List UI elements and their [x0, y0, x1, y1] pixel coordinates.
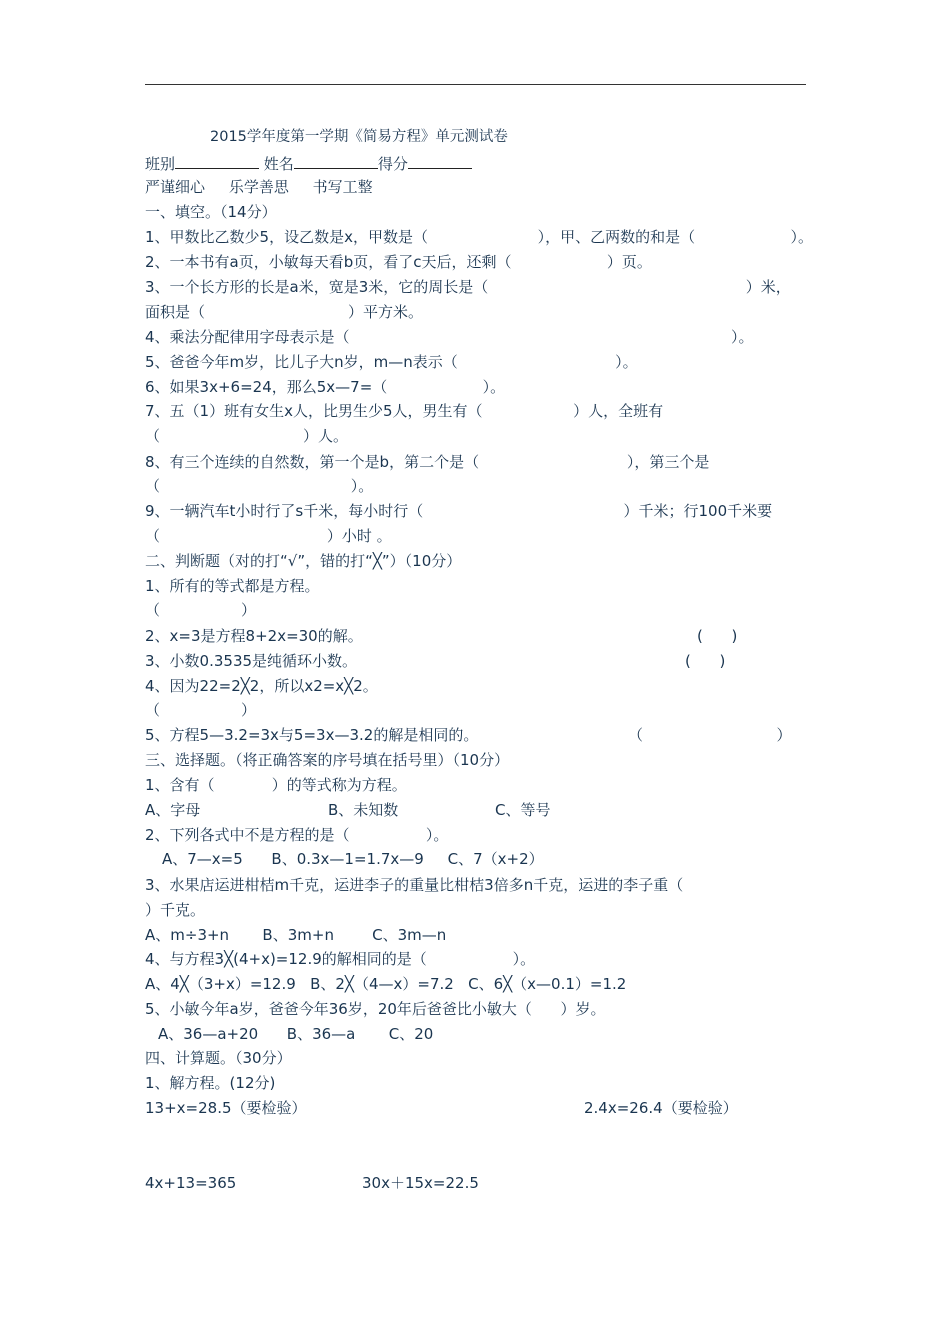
equation-2: 2.4x=26.4（要检验）	[584, 1099, 738, 1117]
s3-question-2: 2、下列各式中不是方程的是（ ）。	[145, 826, 449, 844]
name-blank[interactable]	[294, 152, 378, 169]
s1-question-7: 7、五（1）班有女生x人，比男生少5人，男生有（ ）人，全班有	[145, 402, 664, 420]
name-label: 姓名	[263, 155, 294, 173]
s3-q2-options: A、7—x=5 B、0.3x—1=1.7x—9 C、7（x+2）	[162, 850, 544, 868]
s3-q3-options: A、m÷3+n B、3m+n C、3m—n	[145, 926, 447, 944]
s2-answer-4[interactable]: （ ）	[145, 701, 257, 719]
page-title: 2015学年度第一学期《简易方程》单元测试卷	[210, 129, 508, 145]
s4-subheading: 1、解方程。(12分)	[145, 1074, 276, 1092]
s1-question-8: 8、有三个连续的自然数，第一个是b，第二个是（ ），第三个是	[145, 453, 710, 471]
s3-question-3-cont: ）千克。	[145, 901, 206, 919]
s3-q1-option-c: C、等号	[495, 801, 551, 819]
s1-question-9: 9、一辆汽车t小时行了s千米，每小时行（ ）千米；行100千米要	[145, 502, 773, 520]
s3-q4-options: A、4╳（3+x）=12.9 B、2╳（4—x）=7.2 C、6╳（x—0.1）=1.2	[145, 975, 627, 993]
s3-q5-options: A、36—a+20 B、36—a C、20	[158, 1025, 434, 1043]
s3-question-4: 4、与方程3╳(4+x)=12.9的解相同的是（ ）。	[145, 950, 536, 968]
equation-3: 4x+13=365	[145, 1174, 237, 1192]
class-blank[interactable]	[175, 152, 259, 169]
info-line	[145, 152, 472, 174]
s3-question-3: 3、水果店运进柑桔m千克，运进李子的重量比柑桔3倍多n千克，运进的李子重（	[145, 876, 684, 894]
s1-question-8-cont: （ ）。	[145, 477, 374, 495]
class-label: 班别	[145, 155, 176, 173]
section-2-heading: 二、判断题（对的打“√”，错的打“╳”）（10分）	[145, 552, 462, 570]
s1-question-6: 6、如果3x+6=24，那么5x—7=（ ）。	[145, 378, 506, 396]
s2-answer-5[interactable]: （ ）	[628, 726, 792, 744]
header-rule	[145, 84, 806, 85]
s3-question-5: 5、小敏今年a岁，爸爸今年36岁，20年后爸爸比小敏大（ ）岁。	[145, 1000, 606, 1018]
section-4-heading: 四、计算题。（30分）	[145, 1049, 292, 1067]
s2-question-2: 2、x=3是方程8+2x=30的解。	[145, 627, 363, 645]
s3-q1-option-a: A、字母	[145, 801, 201, 819]
s1-question-4: 4、乘法分配律用字母表示是（ ）。	[145, 328, 754, 346]
s3-question-1: 1、含有（ ）的等式称为方程。	[145, 776, 407, 794]
equation-1: 13+x=28.5（要检验）	[145, 1099, 307, 1117]
s1-question-7-cont: （ ）人。	[145, 427, 349, 445]
s2-answer-1[interactable]: （ ）	[145, 601, 257, 619]
s2-question-4: 4、因为22=2╳2，所以x2=x╳2。	[145, 677, 378, 695]
s1-question-5: 5、爸爸今年m岁，比儿子大n岁，m—n表示（ ）。	[145, 353, 638, 371]
s1-question-1: 1、甲数比乙数少5，设乙数是x，甲数是（ ），甲、乙两数的和是（ ）。	[145, 228, 813, 246]
s1-question-9-cont: （ ）小时 。	[145, 527, 392, 545]
s3-q1-option-b: B、未知数	[328, 801, 399, 819]
score-label: 得分	[377, 155, 408, 173]
s2-question-5: 5、方程5—3.2=3x与5=3x—3.2的解是相同的。	[145, 726, 479, 744]
s2-question-1: 1、所有的等式都是方程。	[145, 577, 320, 595]
s2-answer-2[interactable]: ( )	[697, 627, 738, 645]
s1-question-3: 3、一个长方形的长是a米，宽是3米，它的周长是（ ）米，	[145, 278, 791, 296]
s2-answer-3[interactable]: ( )	[685, 652, 726, 670]
section-3-heading: 三、选择题。（将正确答案的序号填在括号里）（10分）	[145, 751, 510, 769]
s1-question-3-cont: 面积是（ ）平方米。	[145, 303, 424, 321]
equation-4: 30x＋15x=22.5	[362, 1174, 479, 1192]
s2-question-3: 3、小数0.3535是纯循环小数。	[145, 652, 358, 670]
score-blank[interactable]	[408, 152, 472, 169]
motto: 严谨细心 乐学善思 书写工整	[145, 178, 373, 196]
section-1-heading: 一、填空。（14分）	[145, 203, 277, 221]
s1-question-2: 2、一本书有a页，小敏每天看b页，看了c天后，还剩（ ）页。	[145, 253, 652, 271]
